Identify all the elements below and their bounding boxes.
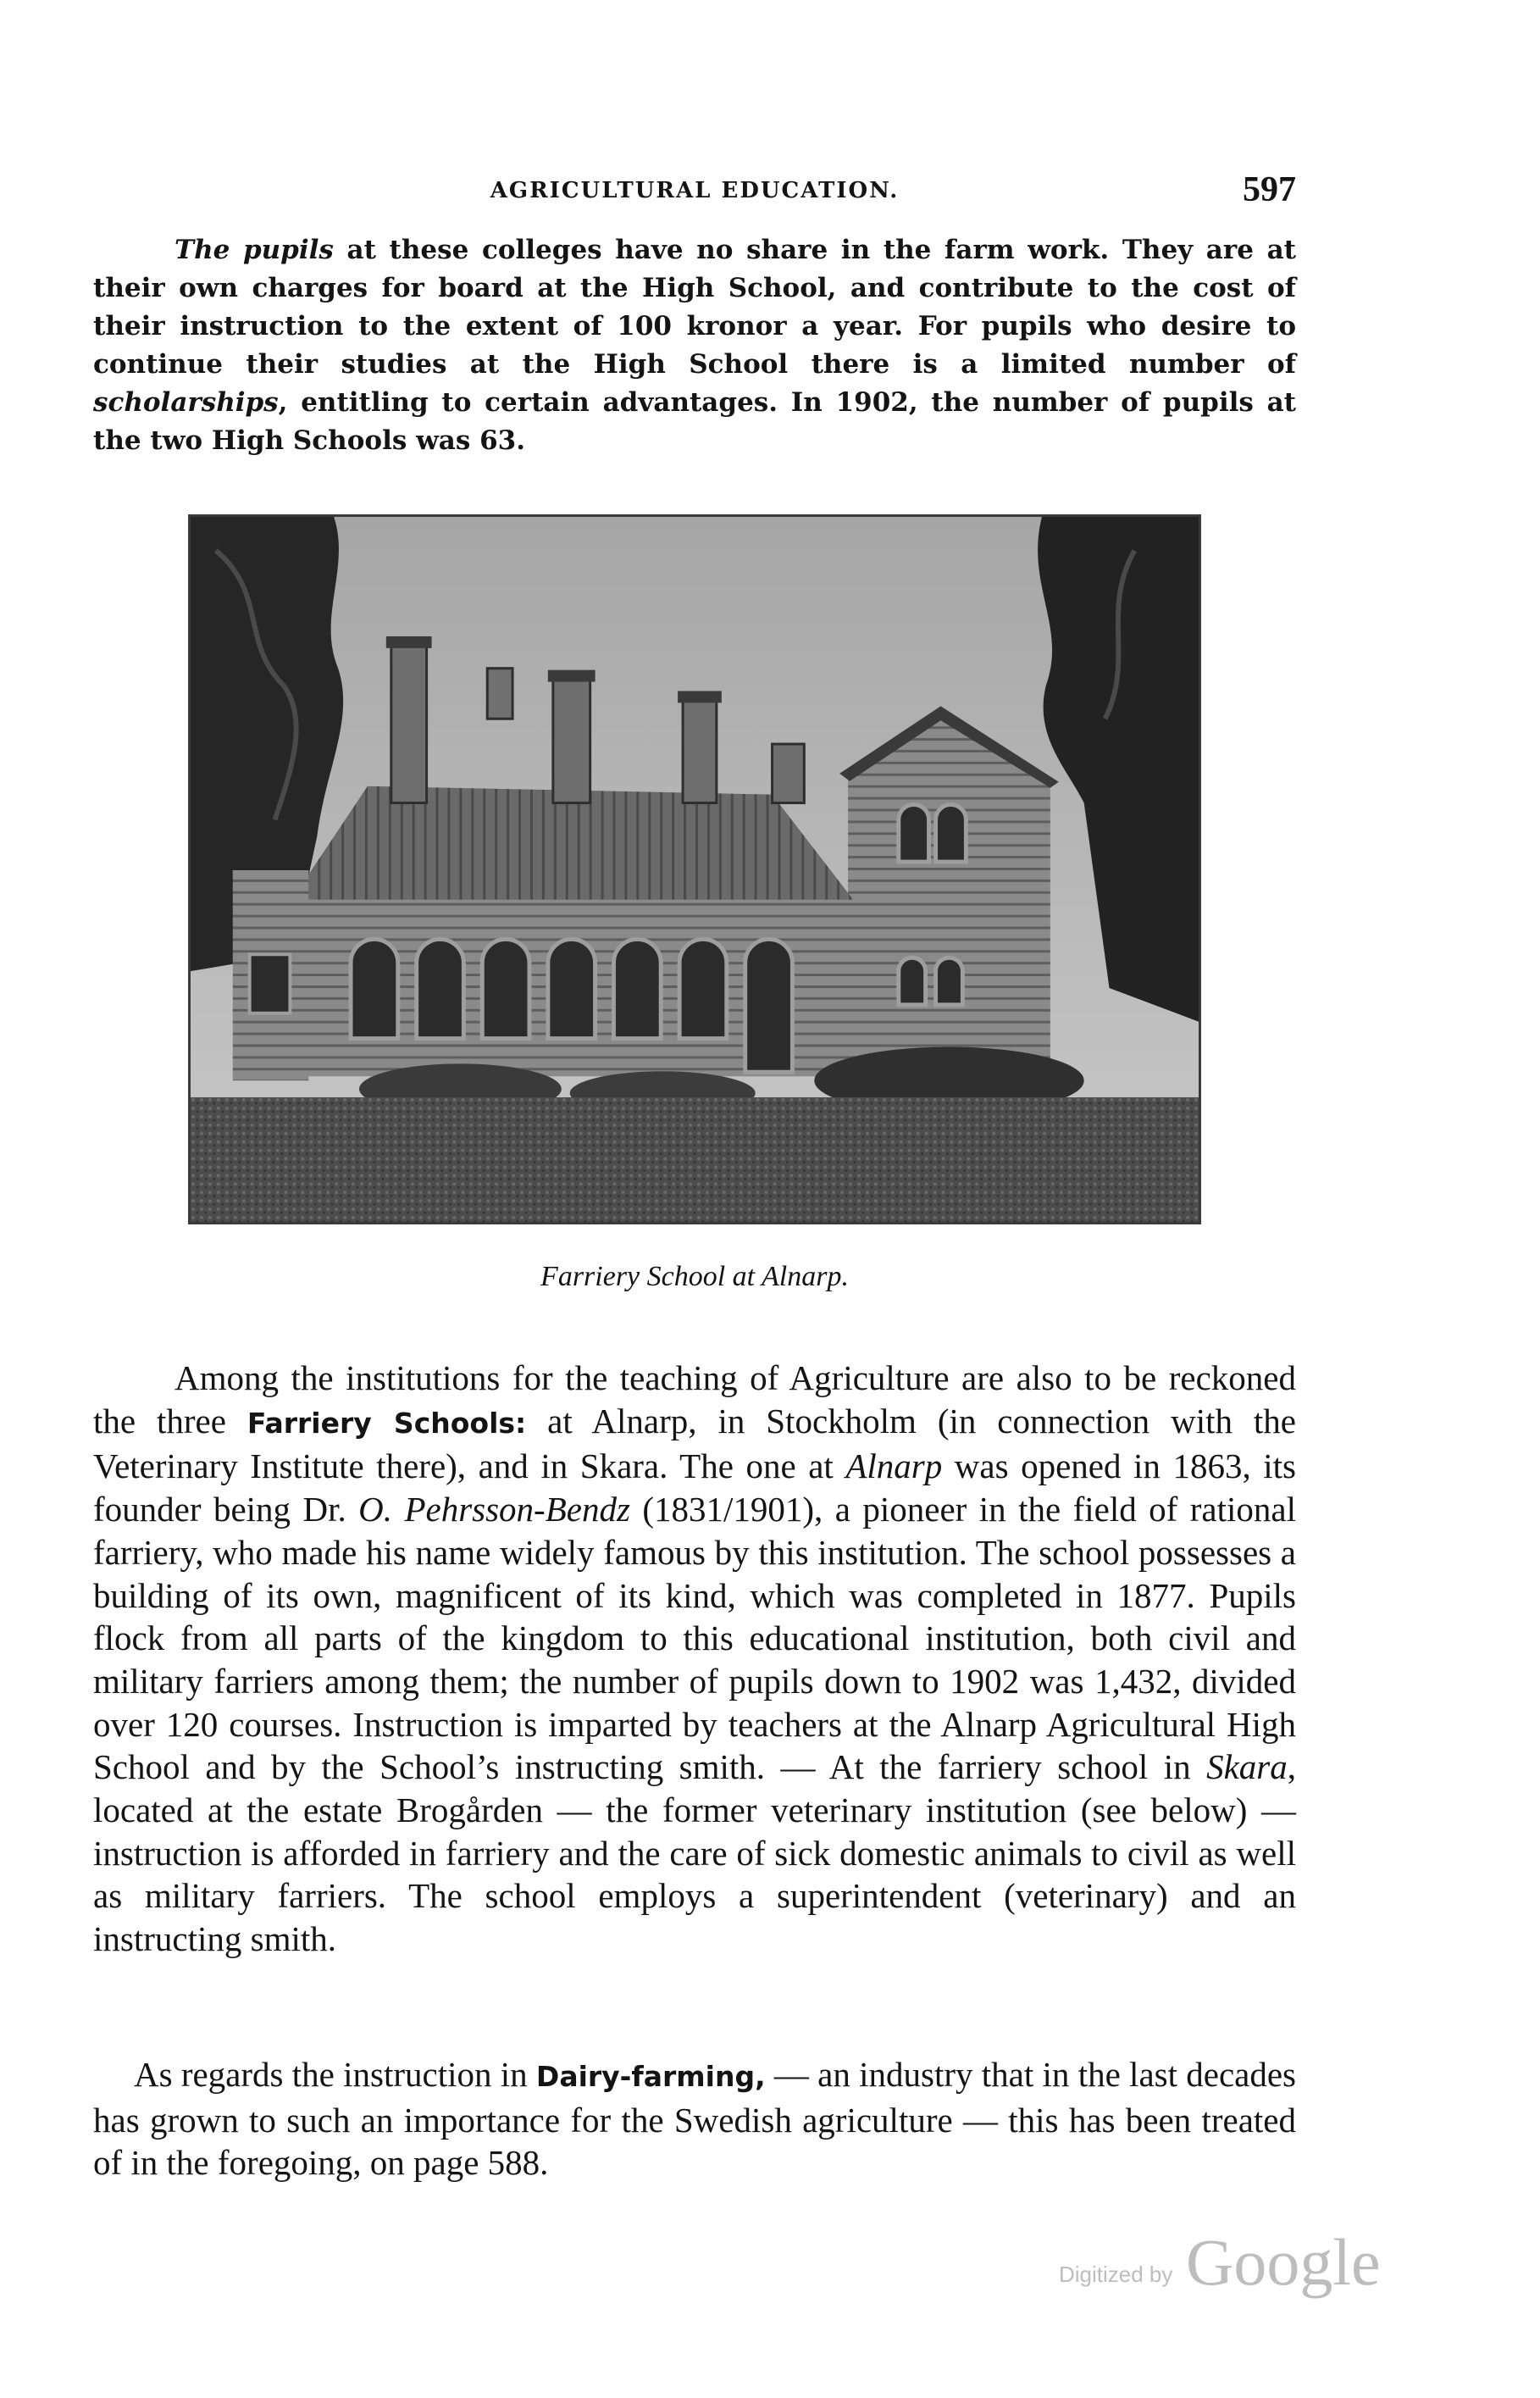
page-number: 597 — [1243, 170, 1296, 209]
p1-text-i: , located at the estate Brogården — the former veterinary institution (see below) — instruction is afforded in farriery and the care of sick domestic animals to civil as well as military farriers. The school employs a superintendent (veterinary) and an instructing smith. — [93, 1747, 1296, 1959]
p1-heading-farriery-schools: Farriery Schools: — [247, 1406, 527, 1440]
p2-text-c: — an industry that in the last decades has grown to such an importance for the Swedish agriculture — this has been treated of in the foregoing, on page 588. — [93, 2055, 1297, 2183]
p1-text-c: at Alnarp, in Stockholm (in connection with the Veterinary Institute there), and in Skara. The one at — [93, 1401, 1296, 1486]
p2-text-a: As regards the instruction in — [134, 2055, 536, 2094]
digitized-watermark — [1059, 2224, 1415, 2301]
intro-text-2: , entitling to certain advantages. In 1902, the number of pupils at the two High Schools was 63. — [93, 387, 1296, 456]
p1-text-a: Among the institutions for the teaching of Agriculture are also to be reckoned the three — [93, 1358, 1296, 1440]
body-paragraph-dairy — [93, 2053, 1296, 2184]
p1-text-e: was opened in 1863, its founder being Dr. — [93, 1446, 1296, 1529]
p1-text-g: (1831/1901), a pioneer in the field of rational farriery, who made his name widely famous by this institution. The school possesses a building of its own, magnificent of its kind, which was completed in 1877. Pupils flock from all parts of the kingdom to this educational institution, both civil and military farriers among them; the number of pupils down to 1902 was 1,432, divided over 120 courses. Instruction is imparted by teachers at the Alnarp Agricultural High School and by the School’s instructing smith. — At the farriery school in — [93, 1490, 1296, 1787]
figure-caption: Farriery School at Alnarp. — [540, 1261, 849, 1292]
photo-illustration — [191, 517, 1199, 1222]
running-title: AGRICULTURAL EDUCATION. — [490, 178, 900, 203]
running-head — [93, 169, 1296, 212]
p1-emphasis-alnarp: Alnarp — [845, 1446, 943, 1486]
digitized-prefix: Digitized by — [1059, 2262, 1173, 2287]
intro-emphasis-scholarships: scholarships — [93, 387, 279, 418]
p1-emphasis-founder: O. Pehrsson-Bendz — [358, 1490, 630, 1529]
p1-emphasis-skara: Skara — [1206, 1747, 1288, 1787]
intro-paragraph — [93, 231, 1296, 460]
google-logo: Google — [1186, 2225, 1381, 2299]
p2-heading-dairy-farming: Dairy-farming, — [535, 2060, 766, 2093]
body-paragraph-farriery — [93, 1357, 1296, 1961]
intro-text-1: at these colleges have no share in the farm work. They are at their own charges for board at the High School, and contribute to the cost of their instruction to the extent of 100 kronor a year. For pupils who desire to continue their studies at the High School there is a limited number of — [93, 235, 1296, 380]
building-photograph — [188, 514, 1201, 1224]
intro-emphasis-pupils: The pupils — [174, 235, 334, 265]
